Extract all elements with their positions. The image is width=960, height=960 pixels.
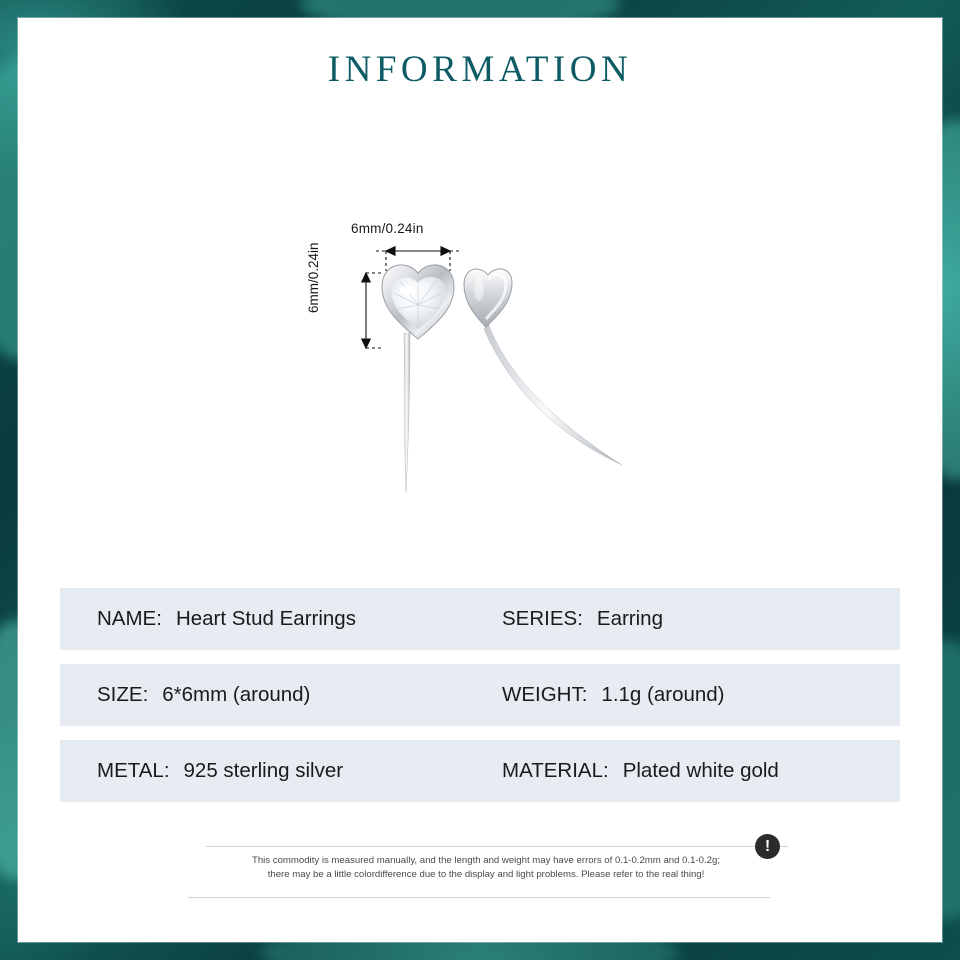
info-value: 1.1g (around): [601, 683, 725, 706]
dimension-height-label: 6mm/0.24in: [306, 242, 321, 313]
info-value: Earring: [596, 607, 663, 630]
info-cell-size: [60, 683, 490, 707]
note-line-1: This commodity is measured manually, and the length and weight may have errors of 0.1-0.2mm and 0.1-0.2g;: [251, 855, 721, 866]
info-cell-weight: [490, 683, 900, 707]
info-label: WEIGHT:: [502, 683, 588, 706]
info-cell-material: [490, 759, 900, 783]
dimension-width-label: 6mm/0.24in: [351, 221, 424, 236]
info-cell-name: [60, 607, 490, 631]
page-title: INFORMATION: [327, 49, 633, 90]
info-value: 6*6mm (around): [162, 683, 311, 706]
table-row: [60, 664, 900, 726]
info-label: METAL:: [97, 759, 170, 782]
info-cell-metal: [60, 759, 490, 783]
info-label: SIZE:: [97, 683, 149, 706]
info-value: Heart Stud Earrings: [175, 607, 356, 630]
info-label: SERIES:: [502, 607, 583, 630]
info-label: MATERIAL:: [502, 759, 609, 782]
content-card: [18, 18, 942, 942]
earring-drawing: [18, 193, 942, 573]
note-line-2: there may be a little colordifference due to the display and light problems. Please refer to the real thing!: [267, 868, 705, 880]
footer-note: [168, 838, 808, 906]
exclamation-icon: !: [755, 834, 780, 859]
info-label: NAME:: [97, 607, 162, 630]
product-illustration: [18, 193, 942, 573]
table-row: [60, 588, 900, 650]
note-text: [216, 854, 756, 882]
table-row: [60, 740, 900, 802]
info-value: 925 sterling silver: [183, 759, 344, 782]
info-table: [60, 588, 900, 816]
info-cell-series: [490, 607, 900, 631]
info-value: Plated white gold: [622, 759, 779, 782]
